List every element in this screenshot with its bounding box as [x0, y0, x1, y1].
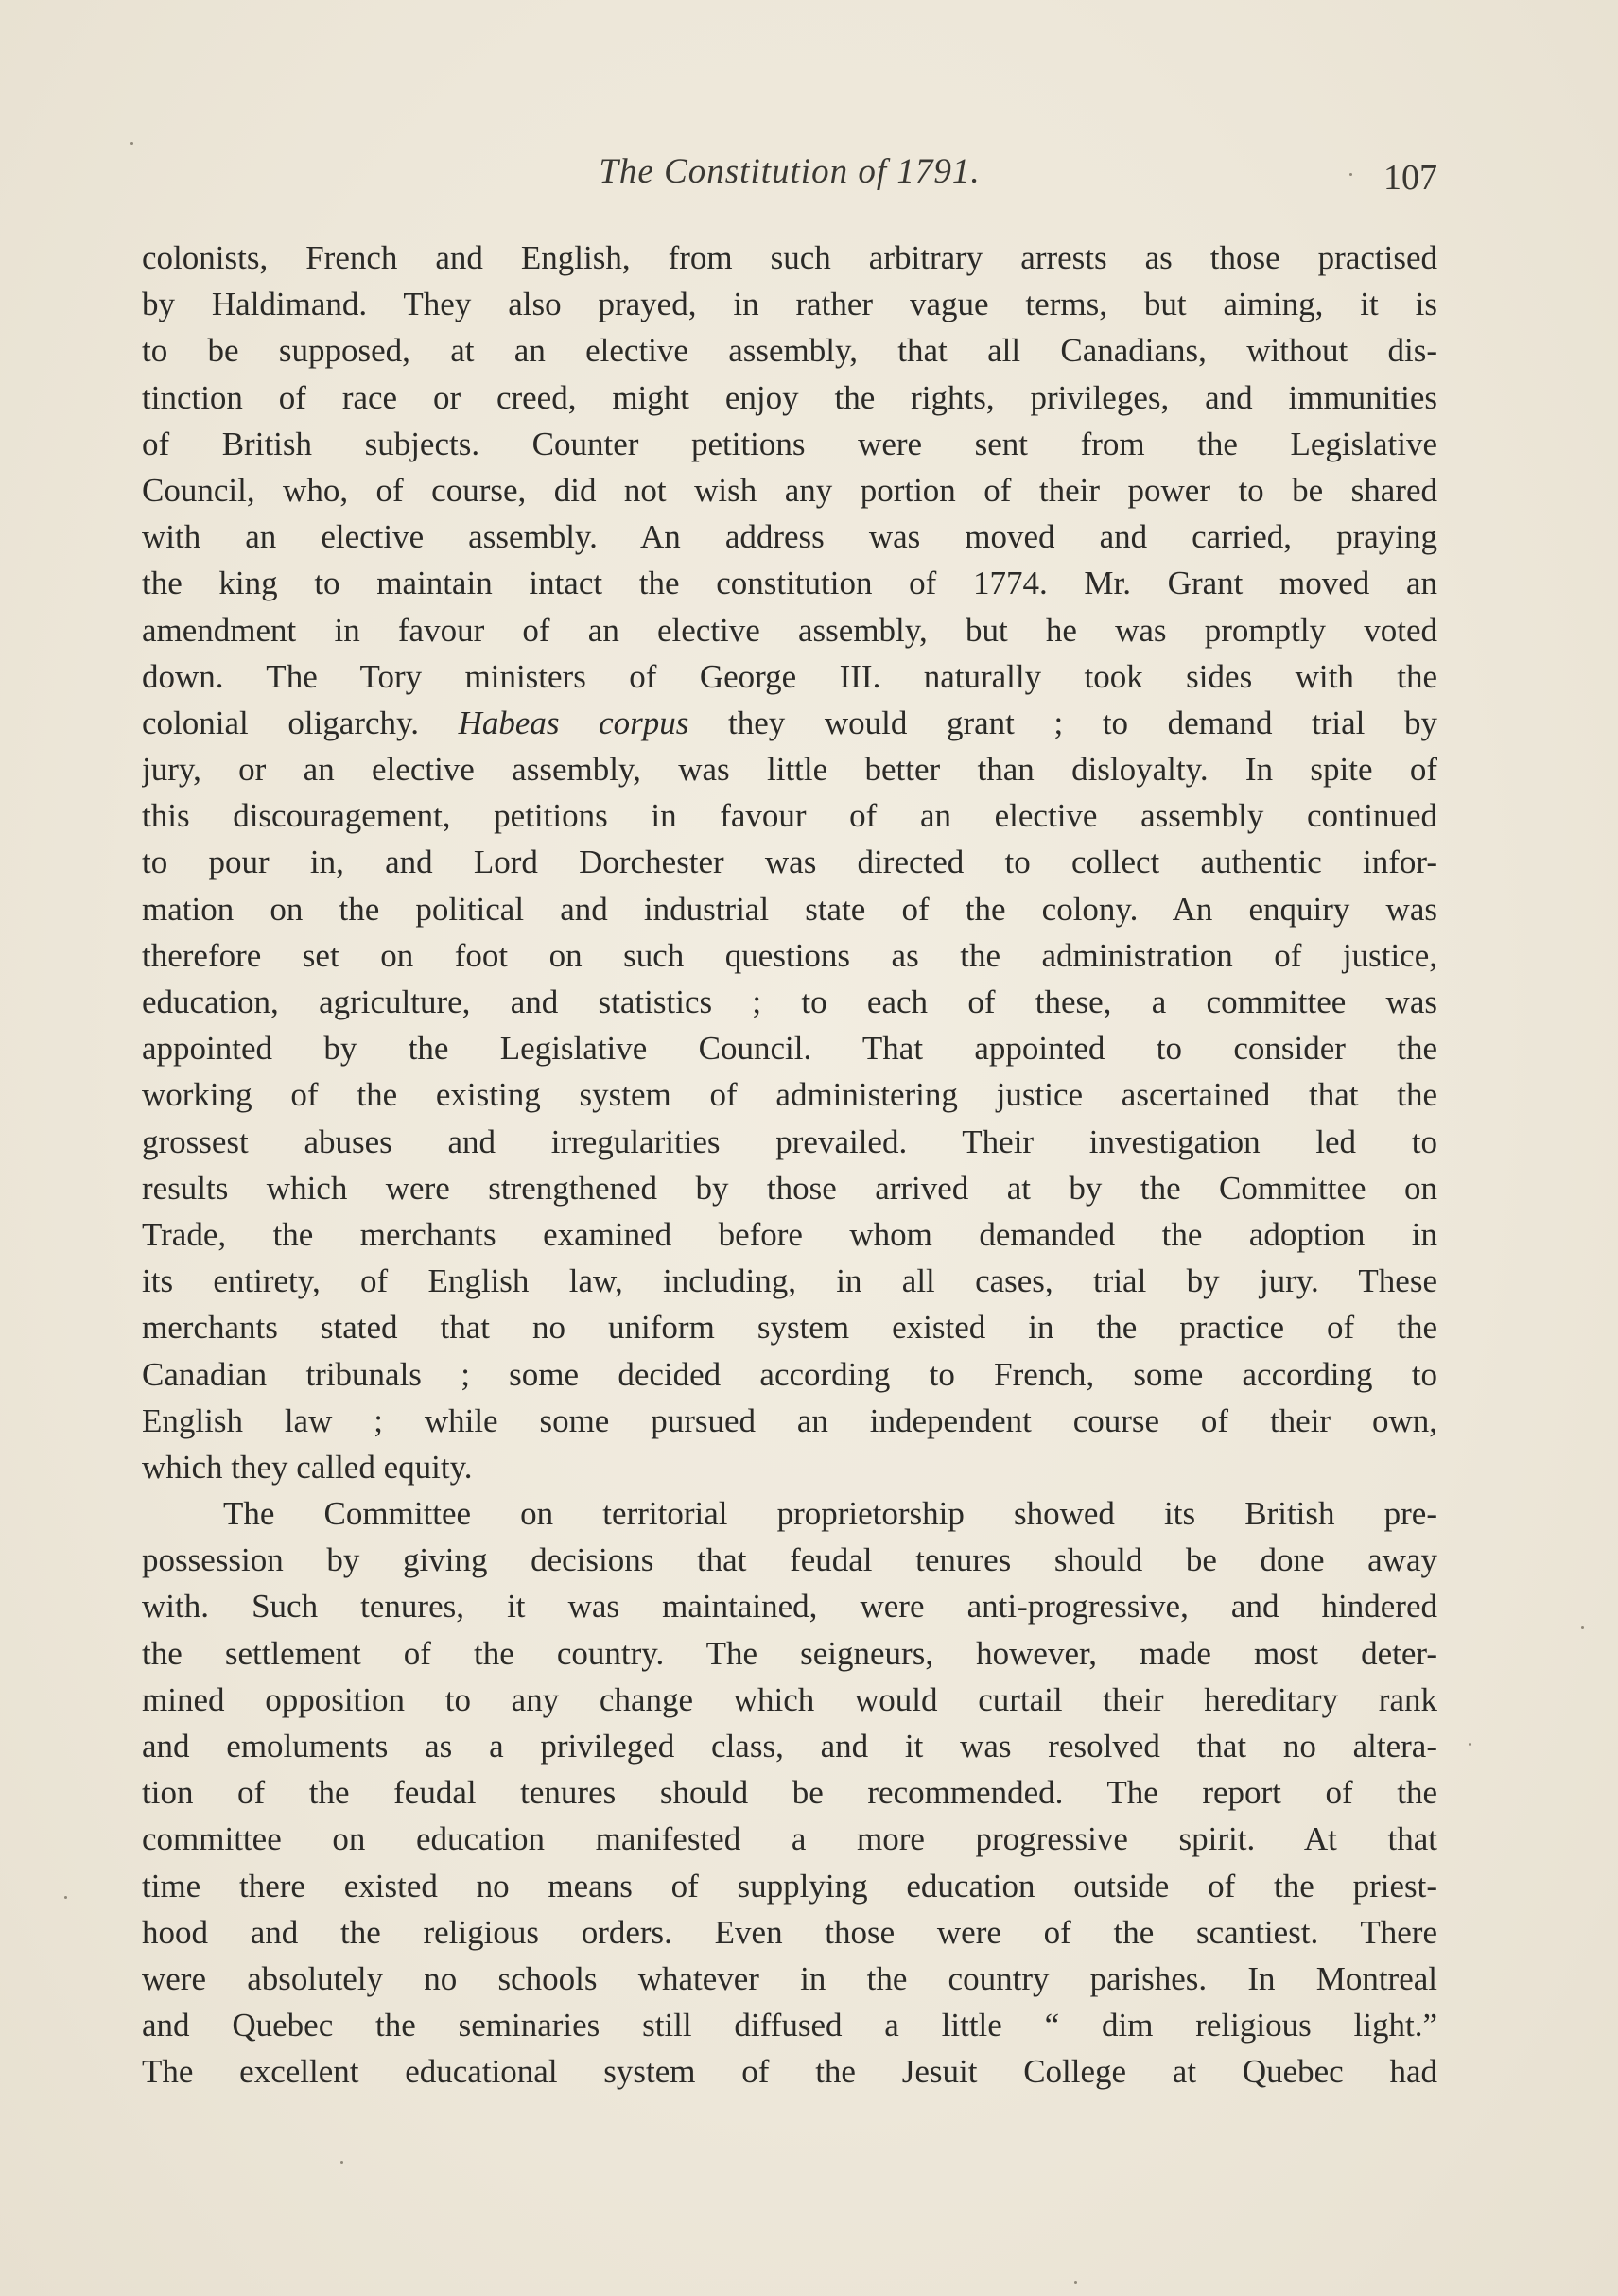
paper-speck [1581, 1626, 1584, 1629]
text-line: the king to maintain intact the constitution of 1774. Mr. Grant moved an [142, 565, 1437, 602]
running-title: The Constitution of 1791. [599, 152, 981, 191]
text-line: its entirety, of English law, including, in all cases, trial by jury. These [142, 1262, 1437, 1300]
text-line: and emoluments as a privileged class, and it was resolved that no altera- [142, 1728, 1437, 1765]
page-header [142, 151, 1437, 199]
text-line: education, agriculture, and statistics ; to each of these, a committee was [142, 983, 1437, 1020]
text-line: appointed by the Legislative Council. That appointed to consider the [142, 1030, 1437, 1068]
text-line: time there existed no means of supplying education outside of the priest- [142, 1867, 1437, 1905]
text-segment: colonial oligarchy. [142, 704, 419, 741]
text-line: Trade, the merchants examined before whom demanded the adoption in [142, 1215, 1437, 1253]
paper-speck [130, 142, 133, 145]
text-line: of British subjects. Counter petitions were sent from the Legislative [142, 425, 1437, 462]
text-line: working of the existing system of administering justice ascertained that the [142, 1076, 1437, 1114]
text-line: this discouragement, petitions in favour of an elective assembly continued [142, 797, 1437, 835]
text-line: committee on education manifested a more progressive spirit. At that [142, 1820, 1437, 1858]
text-line: jury, or an elective assembly, was little better than disloyalty. In spite of [142, 751, 1437, 789]
text-line: were absolutely no schools whatever in the country parishes. In Montreal [142, 1959, 1437, 1997]
paragraph-2 [142, 1490, 1437, 2095]
text-line: to be supposed, at an elective assembly, that all Canadians, without dis- [142, 332, 1437, 370]
text-line: with an elective assembly. An address was moved and carried, praying [142, 518, 1437, 556]
page-number: 107 [1383, 158, 1437, 198]
text-line: and Quebec the seminaries still diffused a little “ dim religious light.” [142, 2007, 1437, 2044]
text-line: tinction of race or creed, might enjoy the rights, privileges, and immunities [142, 378, 1437, 416]
paper-speck [1074, 2281, 1077, 2284]
paper-speck [340, 2161, 343, 2164]
page-body [142, 235, 1437, 2096]
text-line: the settlement of the country. The seigneurs, however, made most deter- [142, 1634, 1437, 1672]
text-line-with-italic [142, 700, 1437, 746]
text-line: English law ; while some pursued an independent course of their own, [142, 1401, 1437, 1439]
text-line: mined opposition to any change which would curtail their hereditary rank [142, 1680, 1437, 1718]
text-line: possession by giving decisions that feudal tenures should be done away [142, 1541, 1437, 1579]
text-line: to pour in, and Lord Dorchester was directed to collect authentic infor- [142, 844, 1437, 881]
text-line: The Committee on territorial proprietorship showed its British pre- [223, 1495, 1437, 1533]
italic-phrase: Habeas corpus [458, 704, 689, 741]
text-line: grossest abuses and irregularities prevailed. Their investigation led to [142, 1122, 1437, 1160]
text-line: mation on the political and industrial state of the colony. An enquiry was [142, 890, 1437, 928]
text-line: by Haldimand. They also prayed, in rather vague terms, but aiming, it is [142, 286, 1437, 323]
text-segment: they would grant ; to demand trial by [728, 704, 1437, 741]
text-line: amendment in favour of an elective assembly, but he was promptly voted [142, 611, 1437, 649]
text-line: hood and the religious orders. Even those were of the scantiest. There [142, 1913, 1437, 1951]
text-line: down. The Tory ministers of George III. naturally took sides with the [142, 657, 1437, 695]
text-line: Canadian tribunals ; some decided according to French, some according to [142, 1355, 1437, 1393]
paper-speck [64, 1896, 67, 1899]
paper-speck [1469, 1743, 1471, 1746]
text-line: tion of the feudal tenures should be recommended. The report of the [142, 1774, 1437, 1812]
text-line: merchants stated that no uniform system existed in the practice of the [142, 1309, 1437, 1347]
text-line: colonists, French and English, from such arbitrary arrests as those practised [142, 239, 1437, 276]
text-line: Council, who, of course, did not wish any portion of their power to be shared [142, 471, 1437, 509]
paragraph-1 [142, 235, 1437, 1490]
text-line: therefore set on foot on such questions as the administration of justice, [142, 936, 1437, 974]
text-line: with. Such tenures, it was maintained, were anti-progressive, and hindered [142, 1588, 1437, 1626]
text-line: results which were strengthened by those arrived at by the Committee on [142, 1169, 1437, 1207]
paper-speck [1349, 173, 1352, 176]
text-line: The excellent educational system of the Jesuit College at Quebec had [142, 2053, 1437, 2091]
text-line: which they called equity. [142, 1448, 473, 1486]
